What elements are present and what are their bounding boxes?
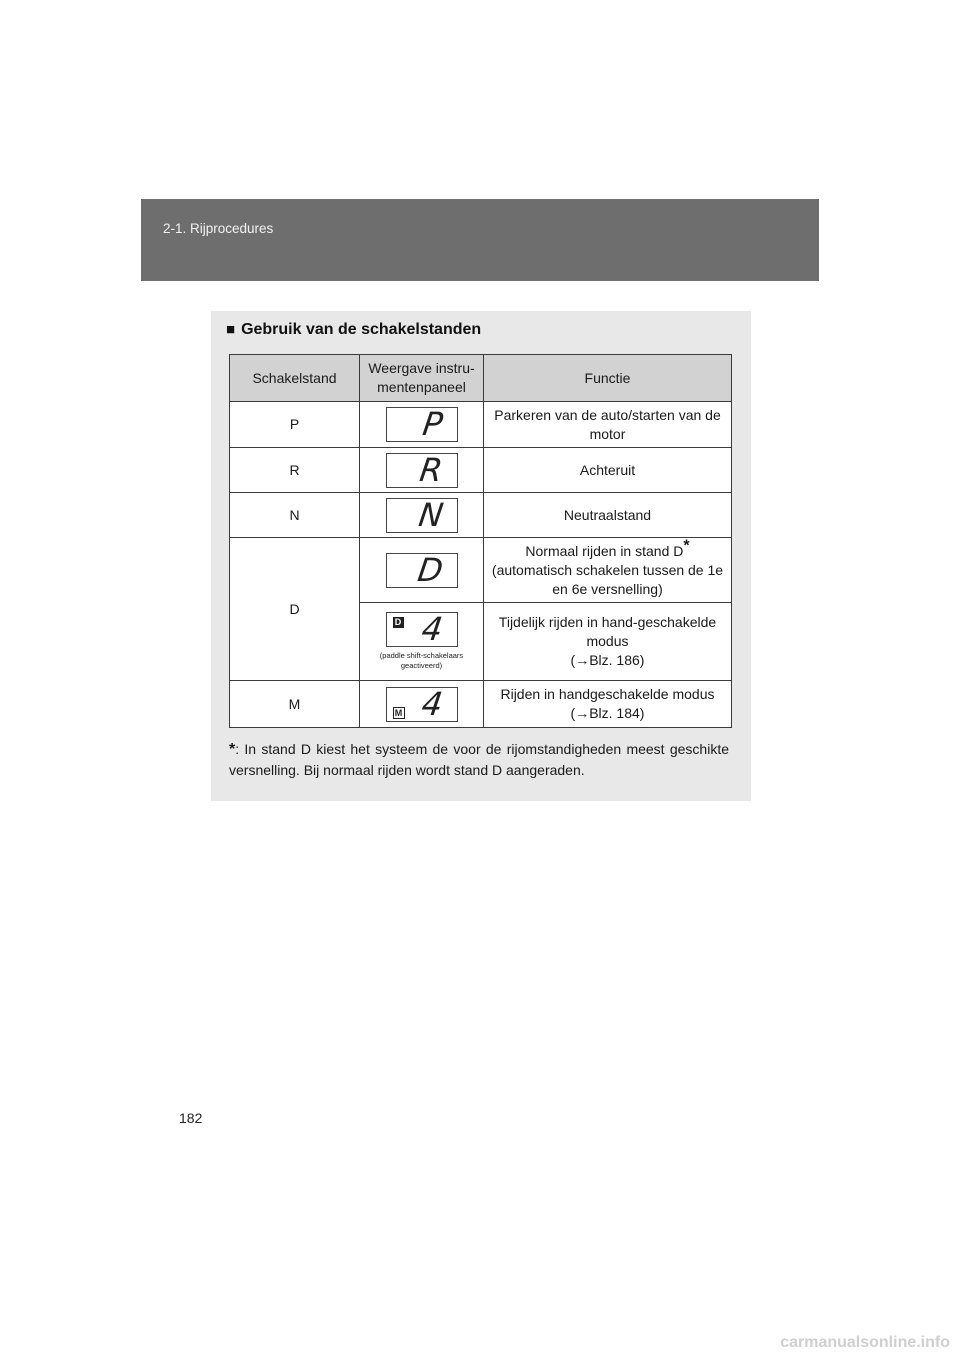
box-title [226,321,481,339]
table-row [230,402,732,448]
function-cell: Parkeren van de auto/starten van de motor [484,402,732,448]
header-function: Functie [484,355,732,402]
function-text: Tijdelijk rijden in hand-geschakelde modus [498,614,717,649]
position-cell: D [230,538,360,681]
function-extra: (automatisch schakelen tussen de 1e en 6e versnelling) [491,561,724,597]
display-cell [360,603,484,681]
function-cell: Achteruit [484,448,732,493]
section-header-band [141,199,819,281]
header-display [360,355,484,402]
gear-display-n-icon: N [386,498,458,533]
paddle-note: (paddle shift-schakelaars geactiveerd) [379,651,464,670]
gear-display-d-icon: D [386,553,458,588]
header-display-text: Weergave instru- mentenpaneel [368,360,475,395]
function-cell [484,603,732,681]
m-indicator-icon: M [393,707,405,719]
box-title-text: Gebruik van de schakelstanden [241,321,482,338]
d-indicator-icon: D [393,617,404,628]
footnote [229,739,729,781]
function-cell [484,538,732,603]
asterisk-mark: * [683,536,690,554]
table-row [230,493,732,538]
function-text: Normaal rijden in stand D [525,542,684,559]
gear-display-r-icon: R [386,453,458,488]
header-position: Schakelstand [230,355,360,402]
table-row [230,448,732,493]
display-cell [360,448,484,493]
footnote-asterisk: * [229,741,236,758]
square-bullet-icon: ■ [226,321,236,338]
section-title: 2-1. Rijprocedures [163,221,274,236]
table-row [230,681,732,728]
function-cell: Rijden in handgeschakelde modus (→Blz. 184) [484,681,732,728]
shift-position-table [229,354,732,728]
page-number: 182 [179,1110,203,1126]
position-cell: P [230,402,360,448]
display-cell [360,681,484,728]
info-box [211,311,751,801]
footnote-text: : In stand D kiest het systeem de voor de rijomstandigheden meest geschikte versnelling. Bij normaal rijden wordt stand D aangeraden. [229,741,729,778]
gear-display-m4-icon: M 4 [386,687,458,722]
gear-display-p-icon: P [386,407,458,442]
function-cell: Neutraalstand [484,493,732,538]
table-row [230,538,732,603]
watermark: carmanualsonline.info [780,1334,950,1351]
display-cell [360,493,484,538]
display-cell [360,538,484,603]
gear-display-d4-icon: D 4 [386,612,458,647]
position-cell: R [230,448,360,493]
display-cell [360,402,484,448]
position-cell: N [230,493,360,538]
position-cell: M [230,681,360,728]
function-ref: (→Blz. 186) [570,652,645,668]
